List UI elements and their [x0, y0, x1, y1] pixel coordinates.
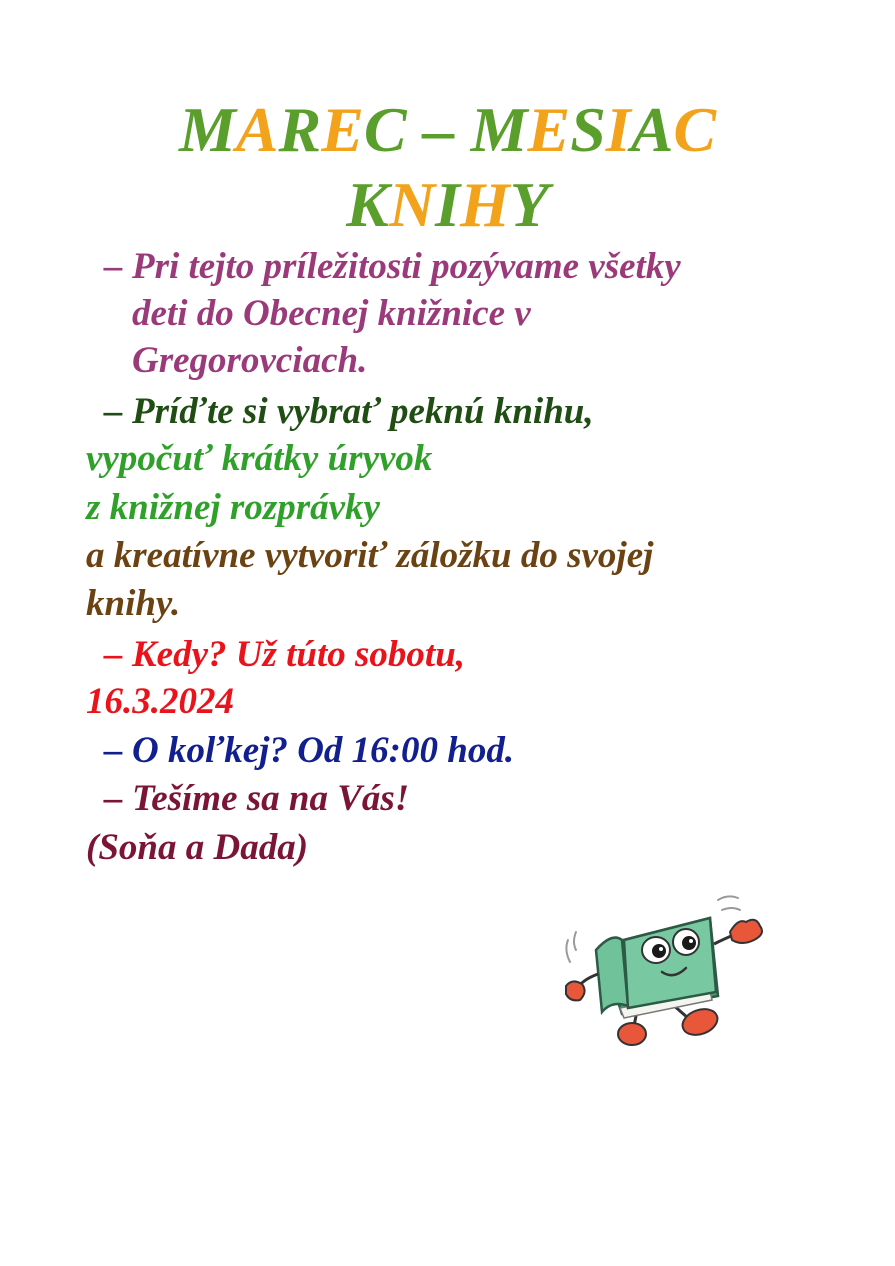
- listen-line-2: z knižnej rozprávky: [86, 487, 380, 528]
- bullet-dash: –: [104, 730, 123, 771]
- title-letter-group: I: [435, 169, 460, 240]
- title-letter-group: Y: [509, 169, 549, 240]
- title-letter-group: S: [570, 94, 606, 165]
- invite-line-3: Gregorovciach.: [132, 340, 368, 381]
- title-letter-group: I: [605, 94, 631, 165]
- bullet-dash: –: [104, 391, 123, 432]
- when-line: [104, 632, 465, 678]
- title-letter-group: A: [630, 94, 674, 165]
- see-you-line: [104, 776, 409, 822]
- signature-line: (Soňa a Dada): [86, 827, 309, 868]
- title-letter-group: E: [321, 94, 364, 165]
- bullet-dash: –: [104, 634, 123, 675]
- come-line: [104, 389, 594, 435]
- title-letter-group: E: [527, 94, 571, 165]
- title-letter-group: A: [235, 94, 279, 165]
- listen-line-1: vypočuť krátky úryvok: [86, 438, 433, 479]
- come-text: Príďte si vybrať peknú knihu,: [132, 391, 594, 432]
- time-text: O koľkej? Od 16:00 hod.: [132, 730, 515, 771]
- book-mascot-icon: [560, 888, 772, 1052]
- bullet-dash: –: [104, 246, 123, 287]
- when-text: Kedy? Už túto sobotu,: [132, 634, 466, 675]
- title-letter-group: C – M: [363, 94, 528, 165]
- title-letter-group: M: [178, 94, 236, 165]
- invite-text-1: Pri tejto príležitosti pozývame všetky: [132, 246, 681, 287]
- invite-line-1: [104, 244, 681, 290]
- see-you-text: Tešíme sa na Vás!: [132, 778, 410, 819]
- date-line: 16.3.2024: [86, 681, 234, 722]
- create-line-1: a kreatívne vytvoriť záložku do svojej: [86, 535, 654, 576]
- title-letter-group: C: [673, 94, 717, 165]
- title-letter-group: H: [459, 169, 510, 240]
- page-title-line-2: [0, 168, 895, 242]
- invite-line-2: deti do Obecnej knižnice v: [132, 293, 531, 334]
- time-line: [104, 728, 514, 774]
- title-letter-group: K: [346, 169, 389, 240]
- bullet-dash: –: [104, 778, 123, 819]
- page-title-line-1: [0, 93, 895, 167]
- title-letter-group: N: [388, 169, 436, 240]
- create-line-2: knihy.: [86, 583, 181, 624]
- title-letter-group: R: [278, 94, 322, 165]
